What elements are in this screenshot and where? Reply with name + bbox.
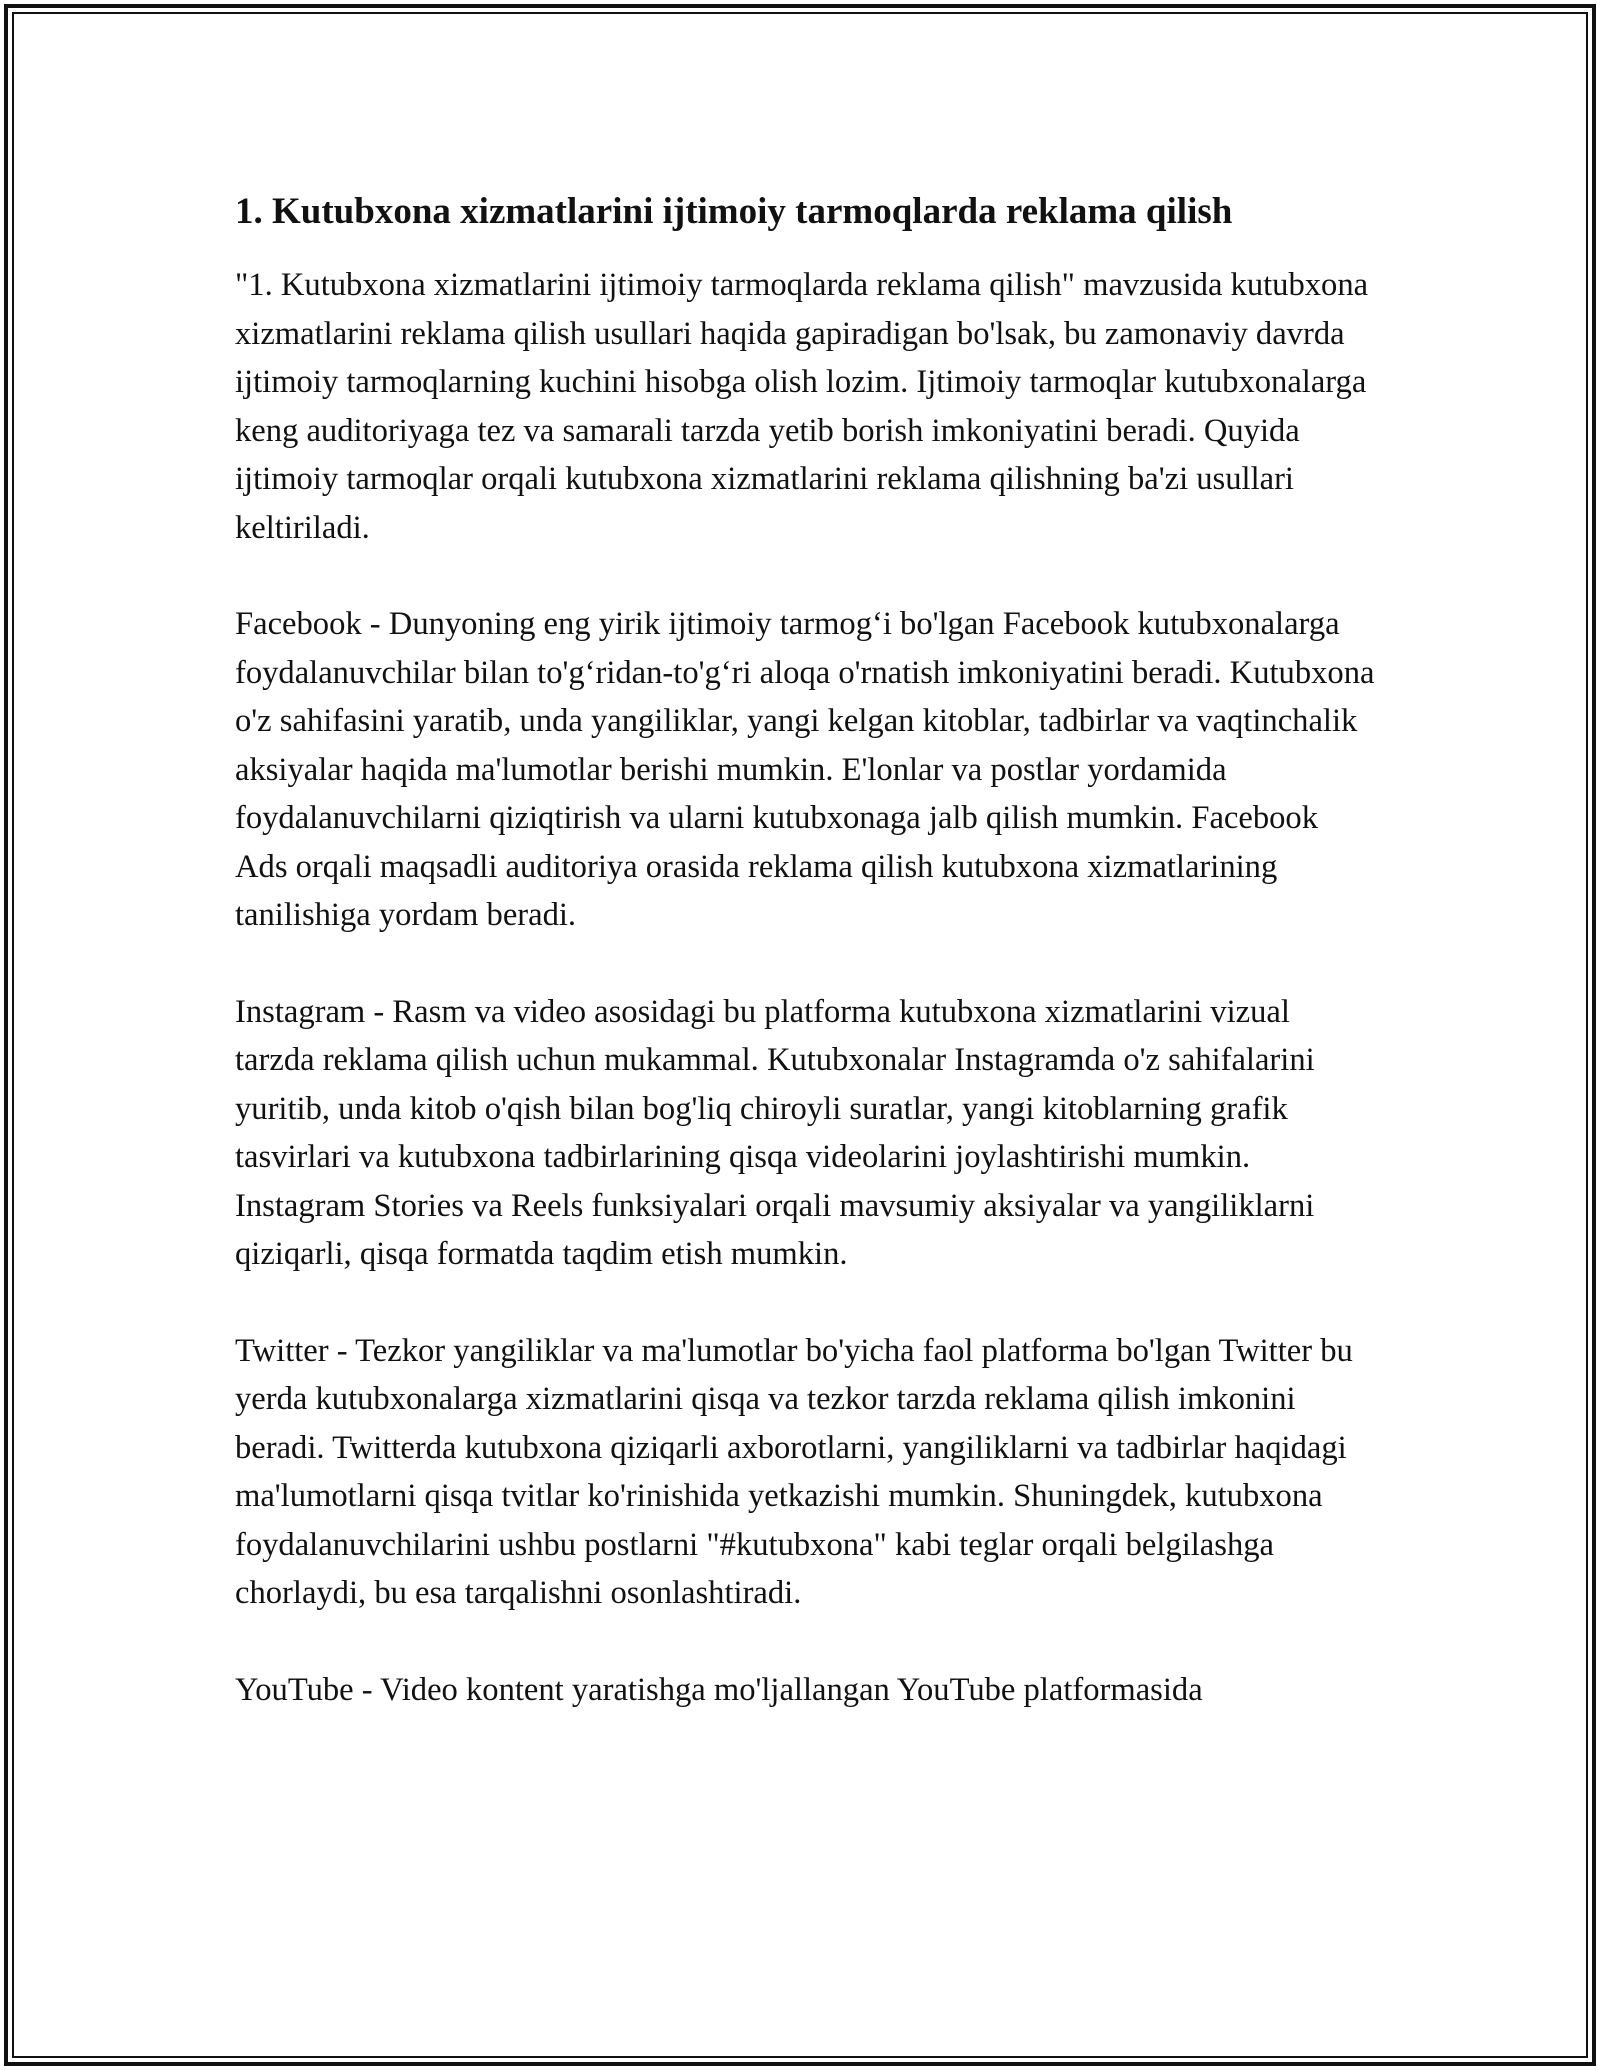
paragraph-intro: "1. Kutubxona xizmatlarini ijtimoiy tarmoqlarda reklama qilish" mavzusida kutubxona xizmatlarini reklama qilish usullari haqida gapiradigan bo'lsak, bu zamonaviy davrda ijtimoiy tarmoqlarning kuchini hisobga olish lozim. Ijtimoiy tarmoqlar kutubxonalarga keng auditoriyaga tez va samarali tarzda yetib borish imkoniyatini beradi. Quyida ijtimoiy tarmoqlar orqali kutubxona xizmatlarini reklama qilishning ba'zi usullari keltiriladi. bbox=[235, 267, 1369, 546]
paragraph-youtube: YouTube - Video kontent yaratishga mo'ljallangan YouTube platformasida bbox=[235, 1671, 1203, 1708]
document-body bbox=[235, 185, 1375, 1714]
paragraph-instagram: Instagram - Rasm va video asosidagi bu platforma kutubxona xizmatlarini vizual tarzda reklama qilish uchun mukammal. Kutubxonalar Instagramda o'z sahifalarini yuritib, unda kitob o'qish bilan bog'liq chiroyli suratlar, yangi kitoblarning grafik tasvirlari va kutubxona tadbirlarining qisqa videolarini joylashtirishi mumkin. Instagram Stories va Reels funksiyalari orqali mavsumiy aksiyalar va yangiliklarni qiziqarli, qisqa formatda taqdim etish mumkin. bbox=[235, 993, 1315, 1272]
paragraph-twitter: Twitter - Tezkor yangiliklar va ma'lumotlar bo'yicha faol platforma bo'lgan Twitter bu yerda kutubxonalarga xizmatlarini qisqa va tezkor tarzda reklama qilish imkonini beradi. Twitterda kutubxona qiziqarli axborotlarni, yangiliklarni va tadbirlar haqidagi ma'lumotlarni qisqa tvitlar ko'rinishida yetkazishi mumkin. Shuningdek, kutubxona foydalanuvchilarini ushbu postlarni "#kutubxona" kabi teglar orqali belgilashga chorlaydi, bu esa tarqalishni osonlashtiradi. bbox=[235, 1332, 1353, 1611]
section-heading: 1. Kutubxona xizmatlarini ijtimoiy tarmoqlarda reklama qilish bbox=[235, 191, 1233, 232]
paragraph-facebook: Facebook - Dunyoning eng yirik ijtimoiy tarmog‘i bo'lgan Facebook kutubxonalarga foydalanuvchilar bilan to'g‘ridan-to'g‘ri aloqa o'rnatish imkoniyatini beradi. Kutubxona o'z sahifasini yaratib, unda yangiliklar, yangi kelgan kitoblar, tadbirlar va vaqtinchalik aksiyalar haqida ma'lumotlar berishi mumkin. E'lonlar va postlar yordamida foydalanuvchilarni qiziqtirish va ularni kutubxonaga jalb qilish mumkin. Facebook Ads orqali maqsadli auditoriya orasida reklama qilish kutubxona xizmatlarining tanilishiga yordam beradi. bbox=[235, 606, 1375, 933]
